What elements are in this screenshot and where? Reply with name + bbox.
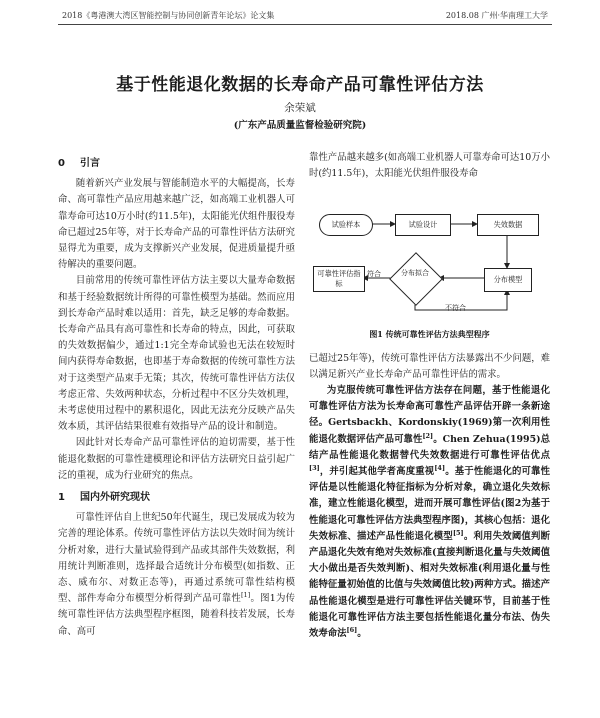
right-column (309, 150, 550, 642)
paragraph (58, 510, 295, 640)
author: 余荣斌 (284, 102, 316, 114)
running-header-left: 2018《粤港澳大湾区智能控制与协同创新青年论坛》论文集 (62, 11, 275, 20)
section-title: 引言 (80, 158, 100, 169)
left-column (58, 150, 295, 640)
section-title: 国内外研究现状 (80, 492, 150, 504)
paragraph-continued: 靠性产品越来越多(如高端工业机器人可靠寿命可达10万小时(约11.5年)，太阳能光伏组件服役寿命 (309, 152, 550, 180)
citation: [5] (452, 528, 464, 537)
citation: [4] (434, 463, 446, 472)
distribution-model-node: 分布模型 (484, 268, 532, 292)
figure-connectors (309, 186, 550, 322)
paragraph: 已超过25年等)，传统可靠性评估方法暴露出不少问题，难以满足新兴产业长寿命产品可靠性评估的需求。 (309, 352, 550, 380)
paragraph: 因此针对长寿命产品可靠性评估的迫切需要，基于性能退化数据的可靠性建模理论和评估方法研究日益引起广泛的重视，成为行业研究的焦点。 (58, 437, 295, 481)
citation: [1] (241, 591, 251, 600)
citation: [6] (346, 625, 358, 634)
text-span: 为克服传统可靠性评估方法存在问题，基于性能退化可靠性评估方法为长寿命高可靠性产品评估开辟一条新途径。Gertsbackh、Kordonskiy(1969)第一次利用性能退化数据评估产品可靠性 (309, 385, 550, 445)
affiliation: (广东产品质量监督检验研究院) (233, 120, 367, 131)
paragraph-bold (309, 383, 550, 642)
failure-data-node: 失效数据 (477, 214, 539, 236)
running-header-right: 2018.08 广州·华南理工大学 (445, 11, 548, 20)
text-span: ，并引起其他学者高度重视 (319, 466, 435, 478)
text-span: 。 (357, 628, 367, 640)
figure-1 (309, 186, 550, 322)
citation: [2] (422, 431, 434, 440)
fit-decision-label: 分布拟合 (401, 269, 429, 278)
fit-yes-label: 符合 (367, 270, 381, 279)
paragraph: 随着新兴产业发展与智能制造水平的大幅提高，长寿命、高可靠性产品应用越来越广泛，如高端工业机器人可靠寿命可达10万小时(约11.5年)，太阳能光伏组件服役寿命已超过25年等，对于长寿命产品的可靠性评估方法研究显得尤为重要，成为支撑新兴产业发展，促进质量提升亟待解决的重要问题。 (58, 178, 295, 271)
fit-no-label: 不符合 (445, 304, 466, 313)
paragraph: 目前常用的传统可靠性评估方法主要以大量寿命数据和基于经验数据统计所得的可靠性模型为基础。然而应用到长寿命产品时难以适用：首先，缺乏足够的寿命数据。长寿命产品具有高可靠性和长寿命的特点，因此，可获取的失效数据偏少，通过1:1完全寿命试验也无法在较短时间内获得寿命数据，也即基于寿命数据的传统可靠性方法对于这类型产品束手无策；其次，传统可靠性评估方法仅考虑正常、失效两种状态，分析过程中不区分失效机理，未考虑使用过程中的累积退化，因此无法充分反映产品失效本质，其评估结果很难有效指导产品的设计和制造。 (58, 275, 295, 433)
citation: [3] (309, 463, 320, 472)
text-span: 。基于性能退化的可靠性评估是以性能退化特征指标为分析对象，确立退化失效标准，建立性能退化模型，进而开展可靠性评估(图2为基于性能退化可靠性评估方法典型程序图)，其核心包括：退化失效标准、描述产品性能退化模型 (309, 466, 550, 542)
paper-title: 基于性能退化数据的长寿命产品可靠性评估方法 (116, 75, 484, 95)
start-node: 试验样本 (319, 214, 373, 236)
figure-1-caption: 图1 传统可靠性评估方法典型程序 (369, 329, 490, 340)
text-span: 。Chen Zehua(1995)总结产品性能退化数据替代失效数据进行可靠性评估优点 (309, 433, 550, 461)
text-span: 。利用失效阈值判断产品退化失效有绝对失效标准(直接判断退化量与失效阈值大小做出是否失效判断)、相对失效标准(利用退化量与性能特征量初始值的比值与失效阈值比较)两种方式。描述产品性能退化模型是进行可靠性评估关键环节，目前基于性能退化可靠性评估方法主要包括性能退化量分布法、伪失效寿命法 (309, 530, 550, 640)
section-0-heading (58, 156, 295, 172)
section-number: 1 (58, 492, 65, 504)
section-1-heading (58, 490, 295, 506)
header-rule (58, 24, 552, 25)
text-span: 。图1为传统可靠性评估方法典型程序框图，随着科技若发展，长寿命、高可 (58, 593, 295, 637)
reliability-index-node: 可靠性评估指标 (313, 266, 365, 292)
text-span: 可靠性评估自上世纪50年代诞生，现已发展成为较为完善的理论体系。传统可靠性评估方法以失效时间为统计分析对象，进行大量试验得到产品或其部件失效数据，利用统计判断准则，选择最合适统计分布模型(如指数、正态、威布尔、对数正态等)，再通过系统可靠性结构模型、部件寿命分布模型分析得到产品可靠性 (58, 512, 295, 605)
test-design-node: 试验设计 (395, 214, 451, 236)
section-number: 0 (58, 158, 65, 169)
